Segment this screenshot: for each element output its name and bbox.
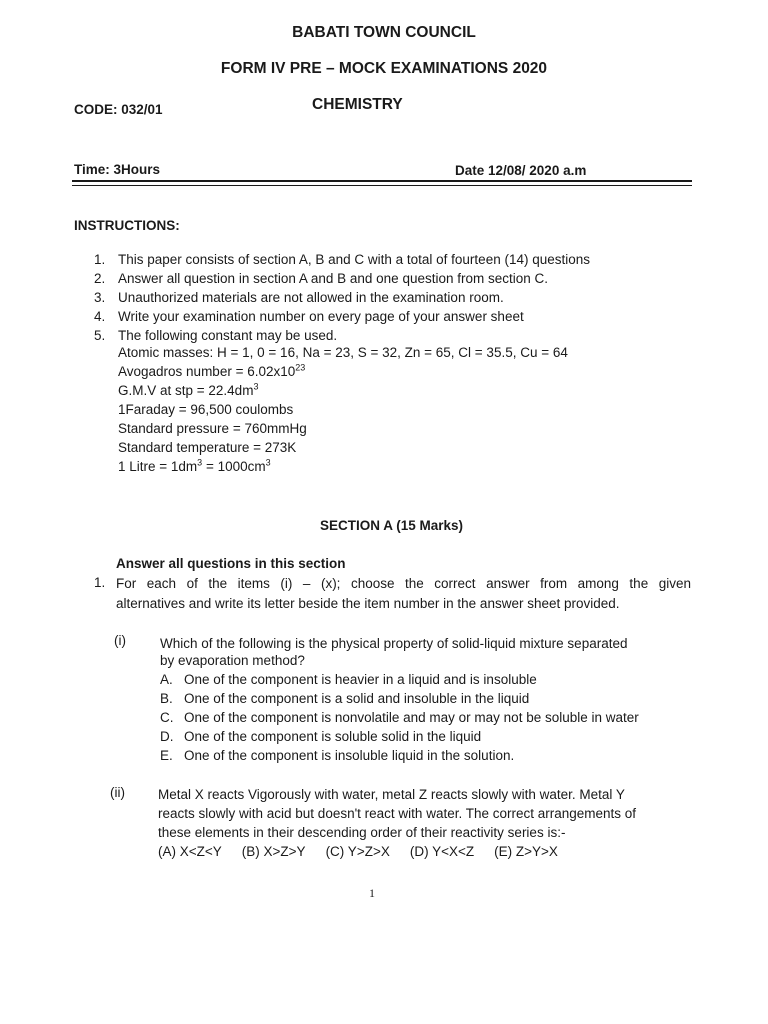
subject-title: CHEMISTRY xyxy=(312,96,403,113)
option-letter: D. xyxy=(160,729,174,744)
section-a-subtitle: Answer all questions in this section xyxy=(116,556,346,571)
item-i-line-2: by evaporation method? xyxy=(160,653,305,668)
litre-exponent-a: 3 xyxy=(197,457,203,468)
option-text: One of the component is heavier in a liquid and is insoluble xyxy=(184,672,537,687)
option-text: One of the component is soluble solid in the liquid xyxy=(184,729,482,744)
constant-atomic-masses: Atomic masses: H = 1, 0 = 16, Na = 23, S = 32, Zn = 65, Cl = 35.5, Cu = 64 xyxy=(118,345,568,360)
section-a-title: SECTION A (15 Marks) xyxy=(320,518,464,533)
item-ii-option-a: (A) X<Z<Y xyxy=(158,844,222,859)
instruction-text: Write your examination number on every page of your answer sheet xyxy=(118,309,524,324)
option-letter: B. xyxy=(160,691,173,706)
item-ii-option-d: (D) Y<X<Z xyxy=(409,844,475,859)
exam-date: Date 12/08/ 2020 a.m xyxy=(455,163,587,178)
option-text: One of the component is a solid and insoluble in the liquid xyxy=(184,691,530,706)
instruction-number: 2. xyxy=(94,271,106,286)
instruction-number: 5. xyxy=(94,328,106,343)
instruction-number: 4. xyxy=(94,309,106,324)
item-ii-line-3: these elements in their descending order of their reactivity series is:- xyxy=(158,825,566,840)
header-rule-thin xyxy=(72,185,692,186)
instruction-item xyxy=(94,250,590,269)
council-title: BABATI TOWN COUNCIL xyxy=(292,24,476,41)
page-number: 1 xyxy=(369,886,375,900)
item-i-option-e xyxy=(160,748,514,763)
exam-title: FORM IV PRE – MOCK EXAMINATIONS 2020 xyxy=(220,60,548,77)
question-1-number: 1. xyxy=(94,575,106,590)
exam-time: Time: 3Hours xyxy=(74,162,161,177)
gmv-value: G.M.V at stp = 22.4dm xyxy=(118,383,254,398)
constant-pressure: Standard pressure = 760mmHg xyxy=(118,421,307,436)
item-ii-label: (ii) xyxy=(110,785,125,800)
litre-part-a: 1 Litre = 1dm xyxy=(118,459,198,474)
item-i-option-d xyxy=(160,729,481,744)
instruction-item xyxy=(94,269,548,288)
option-text: One of the component is insoluble liquid in the solution. xyxy=(184,748,515,763)
instruction-item xyxy=(94,288,504,307)
litre-exponent-b: 3 xyxy=(265,457,271,468)
instruction-item xyxy=(94,307,524,326)
item-ii-line-2: reacts slowly with acid but doesn't react with water. The correct arrangements of xyxy=(158,806,637,821)
constant-gmv xyxy=(118,383,258,398)
question-1-line-1: For each of the items (i) – (x); choose the correct answer from among the given xyxy=(116,576,691,591)
item-i-line-1: Which of the following is the physical property of solid-liquid mixture separated xyxy=(160,636,628,651)
constant-avogadro xyxy=(118,364,305,379)
constant-faraday: 1Faraday = 96,500 coulombs xyxy=(118,402,294,417)
constant-temperature: Standard temperature = 273K xyxy=(118,440,297,455)
item-i-option-a xyxy=(160,672,537,687)
instruction-text: This paper consists of section A, B and C with a total of fourteen (14) questions xyxy=(118,252,591,267)
instruction-text: Answer all question in section A and B and one question from section C. xyxy=(118,271,549,286)
constant-litre xyxy=(118,459,271,474)
item-i-option-c xyxy=(160,710,639,725)
header-rule-thick xyxy=(72,180,692,182)
litre-part-b: = 1000cm xyxy=(202,459,266,474)
item-ii-option-e: (E) Z>Y>X xyxy=(494,844,558,859)
gmv-exponent: 3 xyxy=(253,381,259,392)
paper-code: CODE: 032/01 xyxy=(74,102,163,117)
item-ii-option-b: (B) X>Z>Y xyxy=(241,844,306,859)
instruction-item xyxy=(94,326,337,345)
instruction-text: Unauthorized materials are not allowed in the examination room. xyxy=(118,290,504,305)
instruction-number: 1. xyxy=(94,252,106,267)
item-ii-line-1: Metal X reacts Vigorously with water, metal Z reacts slowly with water. Metal Y xyxy=(158,787,625,802)
item-ii-option-c: (C) Y>Z>X xyxy=(325,844,390,859)
option-letter: A. xyxy=(160,672,173,687)
option-letter: C. xyxy=(160,710,174,725)
option-text: One of the component is nonvolatile and may or may not be soluble in water xyxy=(184,710,639,725)
instructions-title: INSTRUCTIONS: xyxy=(74,218,180,233)
instruction-number: 3. xyxy=(94,290,106,305)
item-i-option-b xyxy=(160,691,529,706)
instruction-text: The following constant may be used. xyxy=(118,328,338,343)
option-letter: E. xyxy=(160,748,173,763)
item-ii-options xyxy=(158,844,578,859)
avogadro-value: Avogadros number = 6.02x10 xyxy=(118,364,296,379)
question-1-line-2: alternatives and write its letter beside the item number in the answer sheet provided. xyxy=(116,596,620,611)
item-i-label: (i) xyxy=(114,633,126,648)
avogadro-exponent: 23 xyxy=(295,362,306,373)
